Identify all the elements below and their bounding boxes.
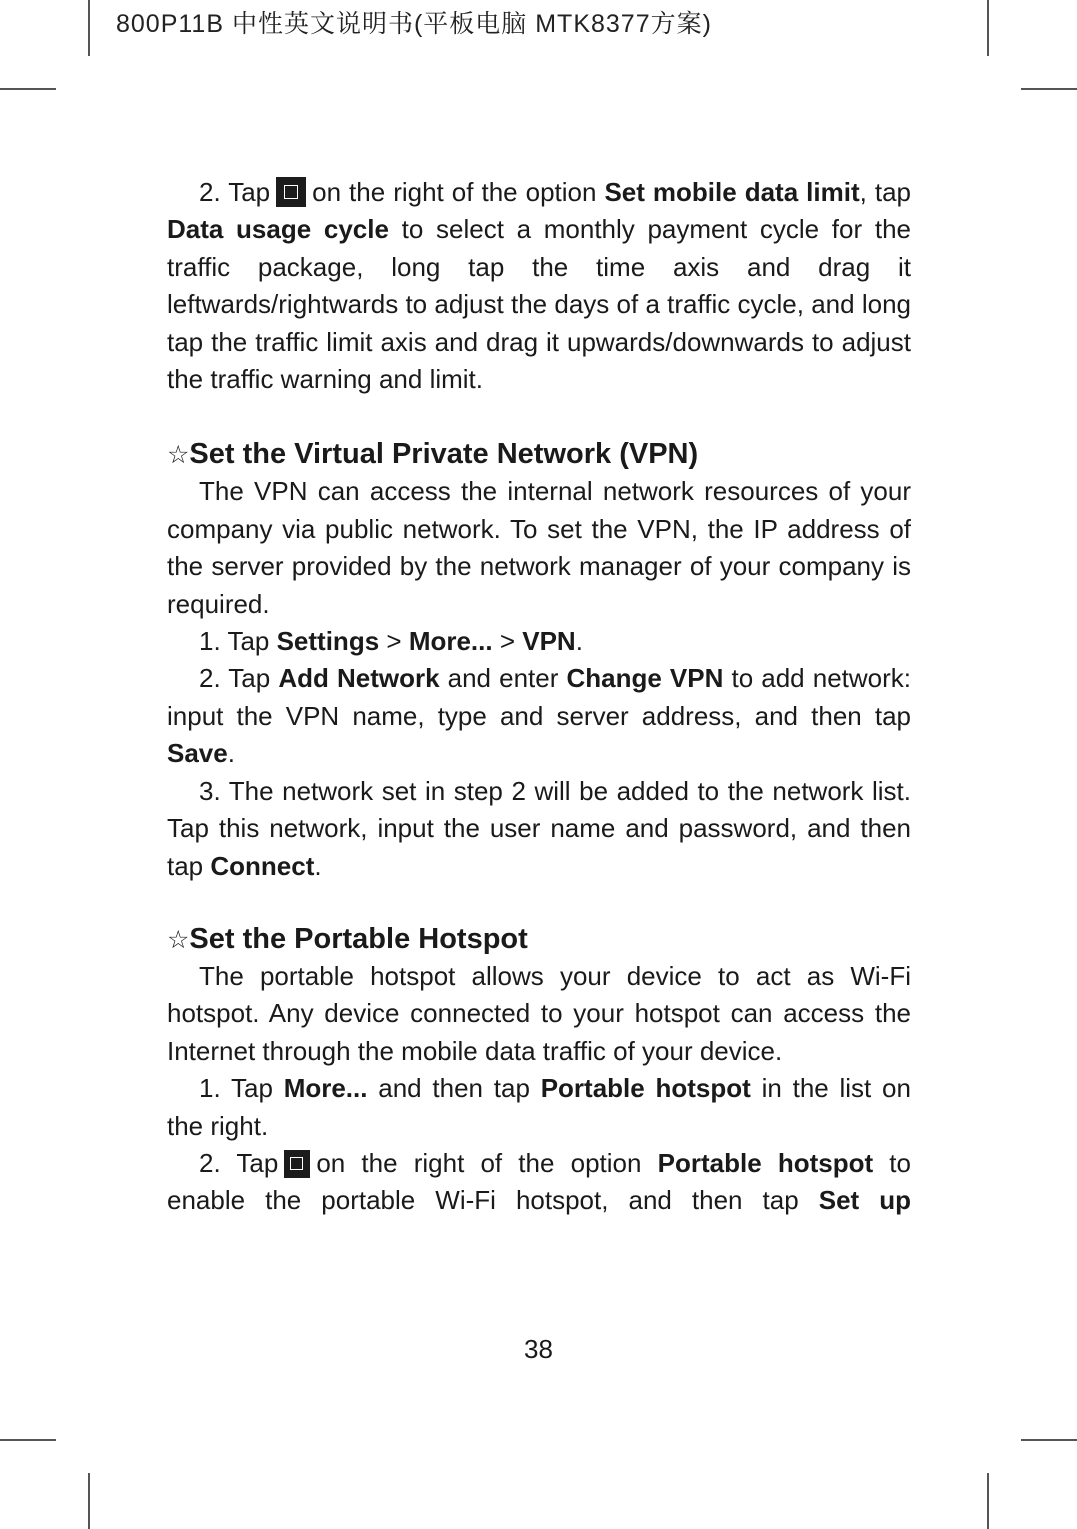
section-heading-hotspot: ☆Set the Portable Hotspot [167, 922, 528, 955]
vpn-step-1: 1. Tap Settings > More... > VPN. [199, 626, 583, 657]
crop-mark [987, 1473, 989, 1529]
crop-mark [88, 0, 90, 56]
crop-mark [0, 1439, 56, 1441]
star-icon: ☆ [167, 440, 190, 470]
document-header: 800P11B 中性英文说明书(平板电脑 MTK8377方案) [116, 10, 712, 38]
crop-mark [0, 88, 56, 90]
vpn-step-2: 2. Tap Add Network and enter Change VPN to add network: input the VPN name, type and server address, and then tap Save. [167, 663, 912, 769]
crop-mark [987, 0, 989, 56]
crop-mark [1021, 88, 1077, 90]
crop-mark [1021, 1439, 1077, 1441]
vpn-step-3: 3. The network set in step 2 will be added to the network list. Tap this network, input the user name and password, and then tap Connect. [167, 775, 911, 881]
page-content [167, 174, 911, 1220]
checkbox-icon [276, 177, 306, 207]
crop-mark [88, 1473, 90, 1529]
hotspot-step-2: 2. Tap on the right of the option Portable hotspot to enable the portable Wi-Fi hotspot, and then tap Set up [167, 1147, 911, 1216]
checkbox-icon [284, 1150, 310, 1178]
hotspot-intro: The portable hotspot allows your device to act as Wi-Fi hotspot. Any device connected to your hotspot can access the Internet through the mobile data traffic of your device. [167, 960, 911, 1066]
page-number: 38 [524, 1334, 553, 1364]
hotspot-step-1: 1. Tap More... and then tap Portable hotspot in the list on the right. [167, 1073, 911, 1141]
star-icon: ☆ [167, 924, 190, 954]
section-heading-vpn: ☆Set the Virtual Private Network (VPN) [167, 438, 699, 471]
vpn-intro: The VPN can access the internal network resources of your company via public network. To set the VPN, the IP address of the server provided by the network manager of your company is required. [167, 476, 911, 619]
step-paragraph: 2. Tap on the right of the option Set mobile data limit, tap Data usage cycle to select a monthly payment cycle for the traffic package, long tap the time axis and drag it leftwards/rightwards to adjust the days of a traffic cycle, and long tap the traffic limit axis and drag it upwards/downwards to adjust the traffic warning and limit. [167, 177, 912, 395]
